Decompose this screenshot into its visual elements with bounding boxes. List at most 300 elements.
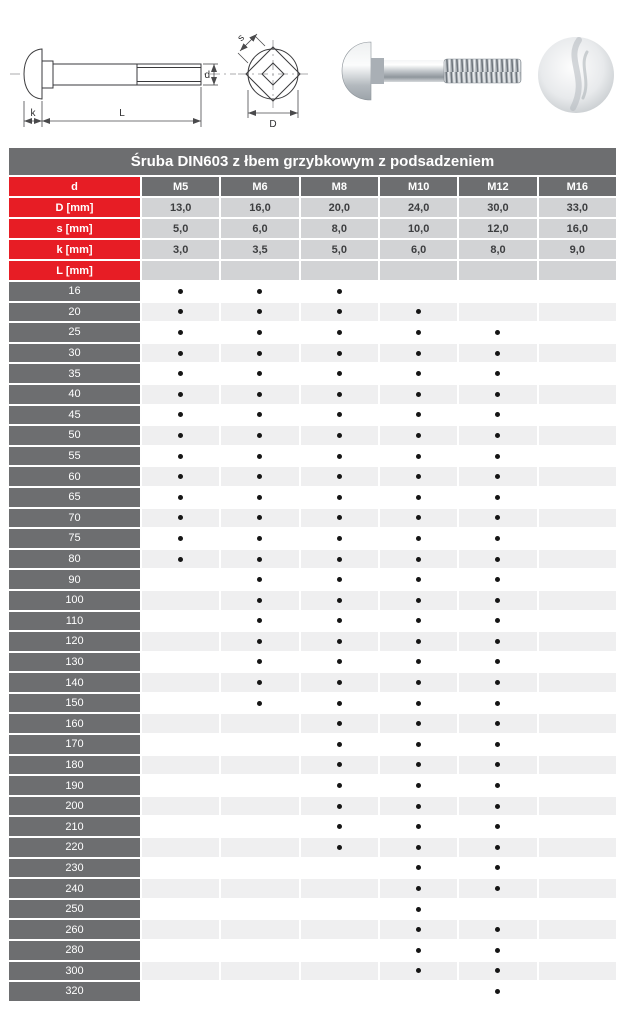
l-dim-label: L [119,108,125,119]
availability-dot [416,454,421,459]
availability-cell [539,591,616,610]
availability-cell [142,735,219,754]
spec-value-cell: 12,0 [459,219,536,238]
availability-cell [459,859,536,878]
availability-dot [257,680,262,685]
availability-cell [142,817,219,836]
length-row [9,344,616,363]
availability-dot [495,330,500,335]
availability-cell [380,859,457,878]
availability-dot [178,495,183,500]
length-header-empty-cell [301,261,378,280]
availability-dot [337,804,342,809]
availability-cell [301,838,378,857]
length-label: 260 [9,920,140,939]
availability-cell [301,797,378,816]
availability-dot [416,659,421,664]
length-row [9,653,616,672]
availability-cell [142,632,219,651]
availability-cell [459,282,536,301]
availability-cell [459,756,536,775]
length-label: 300 [9,962,140,981]
availability-cell [459,509,536,528]
availability-dot [495,598,500,603]
availability-cell [221,570,298,589]
availability-dot [416,762,421,767]
length-row [9,838,616,857]
length-row [9,323,616,342]
availability-dot [416,495,421,500]
availability-cell [142,982,219,1001]
availability-cell [221,838,298,857]
length-label: 40 [9,385,140,404]
length-row [9,385,616,404]
availability-cell [539,694,616,713]
spec-value-cell: 3,0 [142,240,219,259]
availability-cell [301,344,378,363]
availability-dot [337,824,342,829]
availability-dot [495,515,500,520]
availability-cell [301,920,378,939]
availability-dot [495,721,500,726]
availability-cell [380,714,457,733]
availability-cell [459,962,536,981]
availability-dot [416,721,421,726]
availability-dot [495,577,500,582]
availability-dot [178,392,183,397]
availability-dot [337,577,342,582]
availability-cell [301,509,378,528]
availability-cell [539,385,616,404]
availability-cell [301,282,378,301]
availability-cell [539,756,616,775]
availability-dot [337,474,342,479]
length-row [9,920,616,939]
availability-cell [142,900,219,919]
availability-cell [539,900,616,919]
availability-cell [380,344,457,363]
availability-dot [337,515,342,520]
length-label: 160 [9,714,140,733]
availability-cell [539,735,616,754]
availability-cell [380,694,457,713]
availability-cell [459,488,536,507]
availability-cell [459,879,536,898]
table-title: Śruba DIN603 z łbem grzybkowym z podsadzeniem [9,148,616,175]
availability-dot [337,309,342,314]
length-header-empty-cell [142,261,219,280]
technical-drawing [4,2,320,144]
availability-cell [142,570,219,589]
photo-bolt-head [342,42,371,100]
head-photo [535,32,617,118]
photo-bolt-neck [371,58,384,84]
availability-cell [459,570,536,589]
availability-dot [416,639,421,644]
availability-cell [459,529,536,548]
availability-cell [539,879,616,898]
availability-dot [337,392,342,397]
availability-dot [495,927,500,932]
availability-cell [380,488,457,507]
spec-value-cell: 6,0 [221,219,298,238]
length-label: 70 [9,509,140,528]
availability-cell [301,467,378,486]
availability-cell [221,694,298,713]
availability-cell [380,632,457,651]
availability-cell [380,982,457,1001]
availability-dot [178,557,183,562]
availability-cell [301,447,378,466]
availability-dot [337,371,342,376]
availability-dot [495,412,500,417]
length-row [9,612,616,631]
length-row [9,570,616,589]
availability-cell [539,550,616,569]
availability-cell [380,797,457,816]
availability-dot [495,783,500,788]
length-label: 240 [9,879,140,898]
availability-dot [337,721,342,726]
spec-rows [9,198,616,280]
availability-cell [380,529,457,548]
length-label: 60 [9,467,140,486]
length-row [9,797,616,816]
availability-cell [301,694,378,713]
column-header-row [9,177,616,196]
availability-dot [337,701,342,706]
length-label: 80 [9,550,140,569]
availability-cell [380,550,457,569]
availability-dot [337,762,342,767]
availability-cell [459,612,536,631]
availability-dot [337,289,342,294]
availability-dot [257,701,262,706]
availability-dot [495,989,500,994]
availability-cell [142,838,219,857]
availability-cell [142,859,219,878]
availability-cell [142,447,219,466]
spec-row [9,240,616,259]
availability-dot [337,351,342,356]
availability-cell [142,962,219,981]
availability-cell [301,529,378,548]
availability-cell [142,344,219,363]
availability-cell [142,364,219,383]
availability-cell [459,838,536,857]
k-dim-label: k [30,108,36,119]
availability-dot [416,968,421,973]
availability-cell [301,426,378,445]
availability-cell [459,406,536,425]
availability-cell [221,797,298,816]
availability-dot [495,639,500,644]
availability-cell [380,447,457,466]
D-dim-label: D [269,119,277,130]
availability-cell [221,735,298,754]
length-header-empty-cell [459,261,536,280]
spec-value-cell: 5,0 [142,219,219,238]
availability-cell [459,591,536,610]
availability-cell [459,920,536,939]
length-row [9,447,616,466]
availability-dot [337,330,342,335]
availability-dot [337,454,342,459]
availability-cell [142,756,219,775]
availability-dot [495,824,500,829]
length-label: 35 [9,364,140,383]
availability-cell [142,426,219,445]
availability-dot [337,659,342,664]
length-row [9,426,616,445]
availability-cell [142,488,219,507]
length-label: 45 [9,406,140,425]
s-dim-label: s [235,32,247,44]
availability-cell [221,673,298,692]
availability-cell [380,735,457,754]
availability-cell [539,406,616,425]
spec-value-cell: 16,0 [539,219,616,238]
availability-cell [142,529,219,548]
availability-cell [380,612,457,631]
length-label: 100 [9,591,140,610]
availability-dot [416,804,421,809]
length-label: 140 [9,673,140,692]
availability-dot [495,474,500,479]
length-label: 280 [9,941,140,960]
spec-row [9,198,616,217]
availability-dot [495,351,500,356]
availability-cell [142,920,219,939]
availability-dot [416,927,421,932]
availability-dot [337,536,342,541]
spec-value-cell: 13,0 [142,198,219,217]
availability-dot [337,412,342,417]
length-rows [9,282,616,1001]
length-header-label: L [mm] [9,261,140,280]
availability-cell [142,591,219,610]
length-label: 210 [9,817,140,836]
availability-dot [337,680,342,685]
availability-cell [221,447,298,466]
availability-dot [495,557,500,562]
availability-cell [380,776,457,795]
availability-dot [495,495,500,500]
spec-row-label: k [mm] [9,240,140,259]
length-label: 180 [9,756,140,775]
availability-cell [301,653,378,672]
length-label: 55 [9,447,140,466]
availability-cell [380,756,457,775]
d-dim-label: d [204,70,210,81]
availability-cell [142,385,219,404]
availability-cell [142,714,219,733]
availability-cell [459,673,536,692]
length-label: 200 [9,797,140,816]
availability-cell [301,941,378,960]
availability-cell [459,632,536,651]
availability-cell [459,941,536,960]
availability-dot [495,948,500,953]
availability-dot [178,371,183,376]
availability-cell [380,282,457,301]
availability-cell [221,900,298,919]
availability-cell [221,632,298,651]
availability-cell [142,694,219,713]
availability-dot [495,804,500,809]
availability-dot [416,351,421,356]
availability-dot [416,680,421,685]
availability-dot [337,639,342,644]
availability-cell [539,714,616,733]
column-header-m5: M5 [142,177,219,196]
availability-cell [539,509,616,528]
availability-dot [257,371,262,376]
availability-cell [539,303,616,322]
photo-bolt-thread [444,59,521,83]
availability-cell [380,509,457,528]
availability-cell [142,653,219,672]
availability-cell [459,776,536,795]
availability-cell [539,467,616,486]
availability-dot [495,845,500,850]
availability-cell [539,941,616,960]
square-neck-outline [42,61,53,88]
length-label: 30 [9,344,140,363]
availability-cell [142,323,219,342]
length-row [9,962,616,981]
availability-dot [257,577,262,582]
availability-cell [142,467,219,486]
length-row [9,756,616,775]
figures-row [0,0,625,146]
spec-row-label: D [mm] [9,198,140,217]
availability-cell [380,364,457,383]
availability-cell [301,612,378,631]
availability-cell [301,735,378,754]
availability-dot [495,659,500,664]
length-row [9,900,616,919]
availability-dot [257,536,262,541]
availability-cell [221,406,298,425]
length-row [9,941,616,960]
availability-cell [380,385,457,404]
availability-cell [459,817,536,836]
availability-cell [539,859,616,878]
availability-cell [459,344,536,363]
availability-cell [301,714,378,733]
availability-dot [416,824,421,829]
availability-dot [495,392,500,397]
availability-cell [380,406,457,425]
availability-cell [221,859,298,878]
availability-cell [142,879,219,898]
availability-dot [178,309,183,314]
length-row [9,509,616,528]
length-label: 130 [9,653,140,672]
length-row [9,714,616,733]
availability-cell [142,797,219,816]
availability-cell [459,550,536,569]
spec-value-cell: 6,0 [380,240,457,259]
length-label: 65 [9,488,140,507]
availability-cell [459,653,536,672]
availability-dot [337,845,342,850]
availability-dot [257,330,262,335]
column-header-m16: M16 [539,177,616,196]
availability-dot [416,536,421,541]
availability-cell [301,859,378,878]
length-label: 190 [9,776,140,795]
availability-dot [495,865,500,870]
ext-line [255,36,265,46]
availability-dot [495,454,500,459]
availability-cell [221,776,298,795]
spec-value-cell: 3,5 [221,240,298,259]
availability-cell [221,653,298,672]
availability-cell [459,467,536,486]
availability-cell [539,632,616,651]
availability-cell [539,426,616,445]
availability-cell [380,838,457,857]
length-row [9,673,616,692]
availability-cell [142,303,219,322]
availability-cell [221,817,298,836]
length-header-row [9,261,616,280]
availability-cell [539,364,616,383]
availability-cell [221,920,298,939]
length-label: 170 [9,735,140,754]
availability-cell [301,632,378,651]
availability-cell [380,653,457,672]
availability-dot [416,412,421,417]
ext-line [238,53,248,63]
length-label: 230 [9,859,140,878]
availability-dot [416,907,421,912]
availability-cell [459,714,536,733]
length-row [9,488,616,507]
availability-dot [178,536,183,541]
length-row [9,364,616,383]
length-label: 120 [9,632,140,651]
spec-value-cell: 10,0 [380,219,457,238]
availability-dot [416,742,421,747]
availability-cell [221,962,298,981]
availability-dot [337,557,342,562]
availability-cell [459,385,536,404]
availability-cell [221,509,298,528]
availability-cell [539,982,616,1001]
availability-cell [221,426,298,445]
availability-dot [257,598,262,603]
length-label: 110 [9,612,140,631]
availability-dot [495,742,500,747]
availability-cell [301,570,378,589]
corner-label-d: d [9,177,140,196]
availability-cell [221,529,298,548]
availability-cell [539,323,616,342]
availability-cell [301,982,378,1001]
availability-dot [178,474,183,479]
availability-dot [178,433,183,438]
availability-cell [221,591,298,610]
availability-dot [257,495,262,500]
availability-cell [301,488,378,507]
length-row [9,982,616,1001]
availability-dot [495,536,500,541]
availability-cell [142,776,219,795]
availability-cell [301,385,378,404]
